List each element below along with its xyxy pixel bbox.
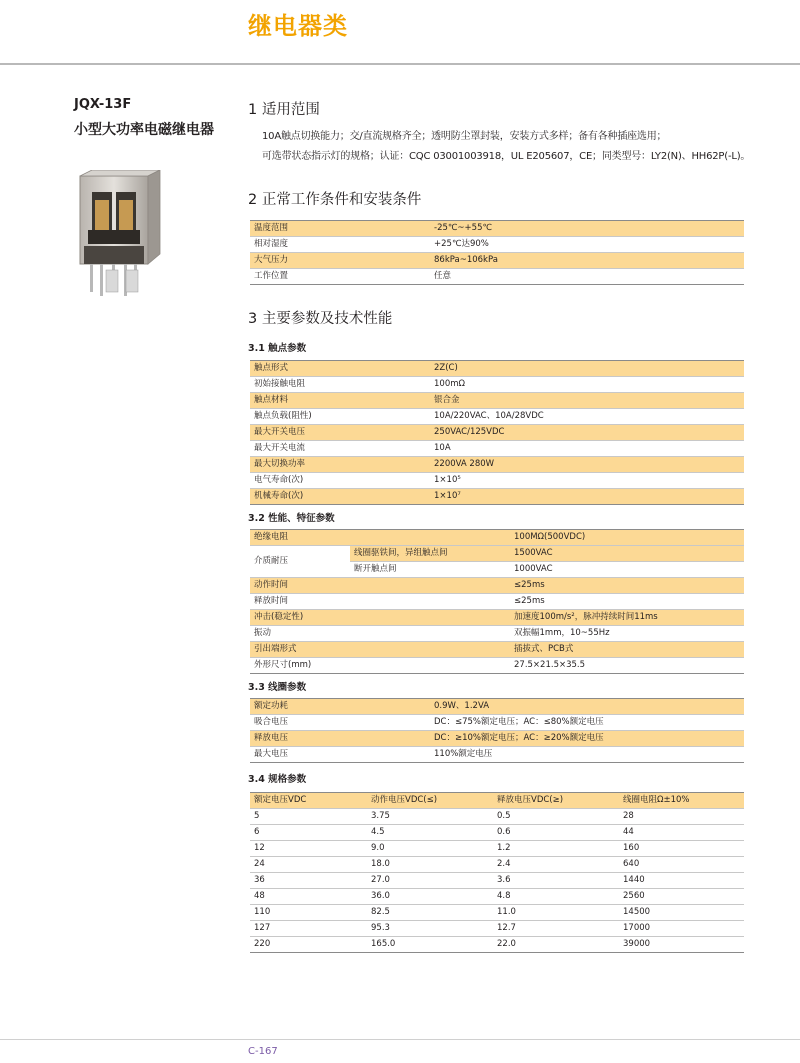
table-row: 最大开关电流 10A [250, 441, 744, 457]
table-row: 大气压力 86kPa~106kPa [250, 253, 744, 269]
table-row: 24 18.0 2.4 640 [250, 857, 744, 873]
table-row: 触点负载(阻性) 10A/220VAC、10A/28VDC [250, 409, 744, 425]
table-row: 动作时间 ≤25ms [250, 578, 744, 594]
table-row: 外形尺寸(mm) 27.5×21.5×35.5 [250, 658, 744, 674]
table-row: 释放电压 DC：≥10%额定电压；AC：≥20%额定电压 [250, 731, 744, 747]
product-name: 小型大功率电磁继电器 [74, 122, 214, 138]
section-3-3-title: 3.3 线圈参数 [248, 682, 307, 693]
table-row: 温度范围 -25℃~+55℃ [250, 221, 744, 237]
section-3-4-title: 3.4 规格参数 [248, 774, 307, 785]
operating-conditions-table [250, 220, 744, 285]
table-row: 12 9.0 1.2 160 [250, 841, 744, 857]
table-row: 断开触点间 1000VAC [250, 562, 744, 578]
table-row: 127 95.3 12.7 17000 [250, 921, 744, 937]
page-title: 继电器类 [248, 12, 348, 40]
top-divider [0, 63, 800, 65]
contact-parameters-table [250, 360, 744, 505]
table-row: 6 4.5 0.6 44 [250, 825, 744, 841]
section-1-line-1: 10A触点切换能力；交/直流规格齐全；透明防尘罩封装，安装方式多样；备有各种插座选用； [262, 131, 667, 142]
table-row: 36 27.0 3.6 1440 [250, 873, 744, 889]
section-3-heading: 3 主要参数及技术性能 [248, 311, 393, 327]
table-row: 释放时间 ≤25ms [250, 594, 744, 610]
section-1-line-2: 可选带状态指示灯的规格；认证：CQC 03001003918，UL E205607，CE；同类型号：LY2(N)、HH62P(-L)。 [262, 151, 751, 162]
relay-product-image [76, 170, 162, 302]
table-row: 电气寿命(次) 1×10⁵ [250, 473, 744, 489]
product-code: JQX-13F [74, 97, 132, 112]
table-row: 最大切换功率 2200VA 280W [250, 457, 744, 473]
section-2-heading: 2 正常工作条件和安装条件 [248, 192, 422, 208]
footer-divider [0, 1039, 800, 1040]
table-row: 触点材料 银合金 [250, 393, 744, 409]
table-row: 额定功耗 0.9W、1.2VA [250, 699, 744, 715]
table-row: 工作位置 任意 [250, 269, 744, 285]
table-row: 110 82.5 11.0 14500 [250, 905, 744, 921]
table-row: 绝缘电阻 100MΩ(500VDC) [250, 530, 744, 546]
table-row: 介质耐压 线圈驱铁间，异组触点间 1500VAC [250, 546, 744, 562]
table-row: 触点形式 2Z(C) [250, 361, 744, 377]
table-row: 冲击(稳定性) 加速度100m/s²，脉冲持续时间11ms [250, 610, 744, 626]
table-row: 48 36.0 4.8 2560 [250, 889, 744, 905]
performance-parameters-table [250, 529, 744, 674]
table-row: 机械寿命(次) 1×10⁷ [250, 489, 744, 505]
table-row: 5 3.75 0.5 28 [250, 809, 744, 825]
table-row: 引出端形式 插拔式、PCB式 [250, 642, 744, 658]
section-1-heading: 1 适用范围 [248, 102, 320, 118]
table-header-row: 额定电压VDC 动作电压VDC(≤) 释放电压VDC(≥) 线圈电阻Ω±10% [250, 793, 744, 809]
section-3-2-title: 3.2 性能、特征参数 [248, 513, 335, 524]
table-row: 最大开关电压 250VAC/125VDC [250, 425, 744, 441]
table-row: 220 165.0 22.0 39000 [250, 937, 744, 953]
page-number: C-167 [248, 1046, 278, 1057]
table-row: 吸合电压 DC：≤75%额定电压；AC：≤80%额定电压 [250, 715, 744, 731]
table-row: 初始接触电阻 100mΩ [250, 377, 744, 393]
section-3-1-title: 3.1 触点参数 [248, 343, 307, 354]
table-row: 振动 双振幅1mm，10~55Hz [250, 626, 744, 642]
table-row: 最大电压 110%额定电压 [250, 747, 744, 763]
table-row: 相对湿度 +25℃达90% [250, 237, 744, 253]
coil-parameters-table [250, 698, 744, 763]
specification-table [250, 792, 744, 953]
